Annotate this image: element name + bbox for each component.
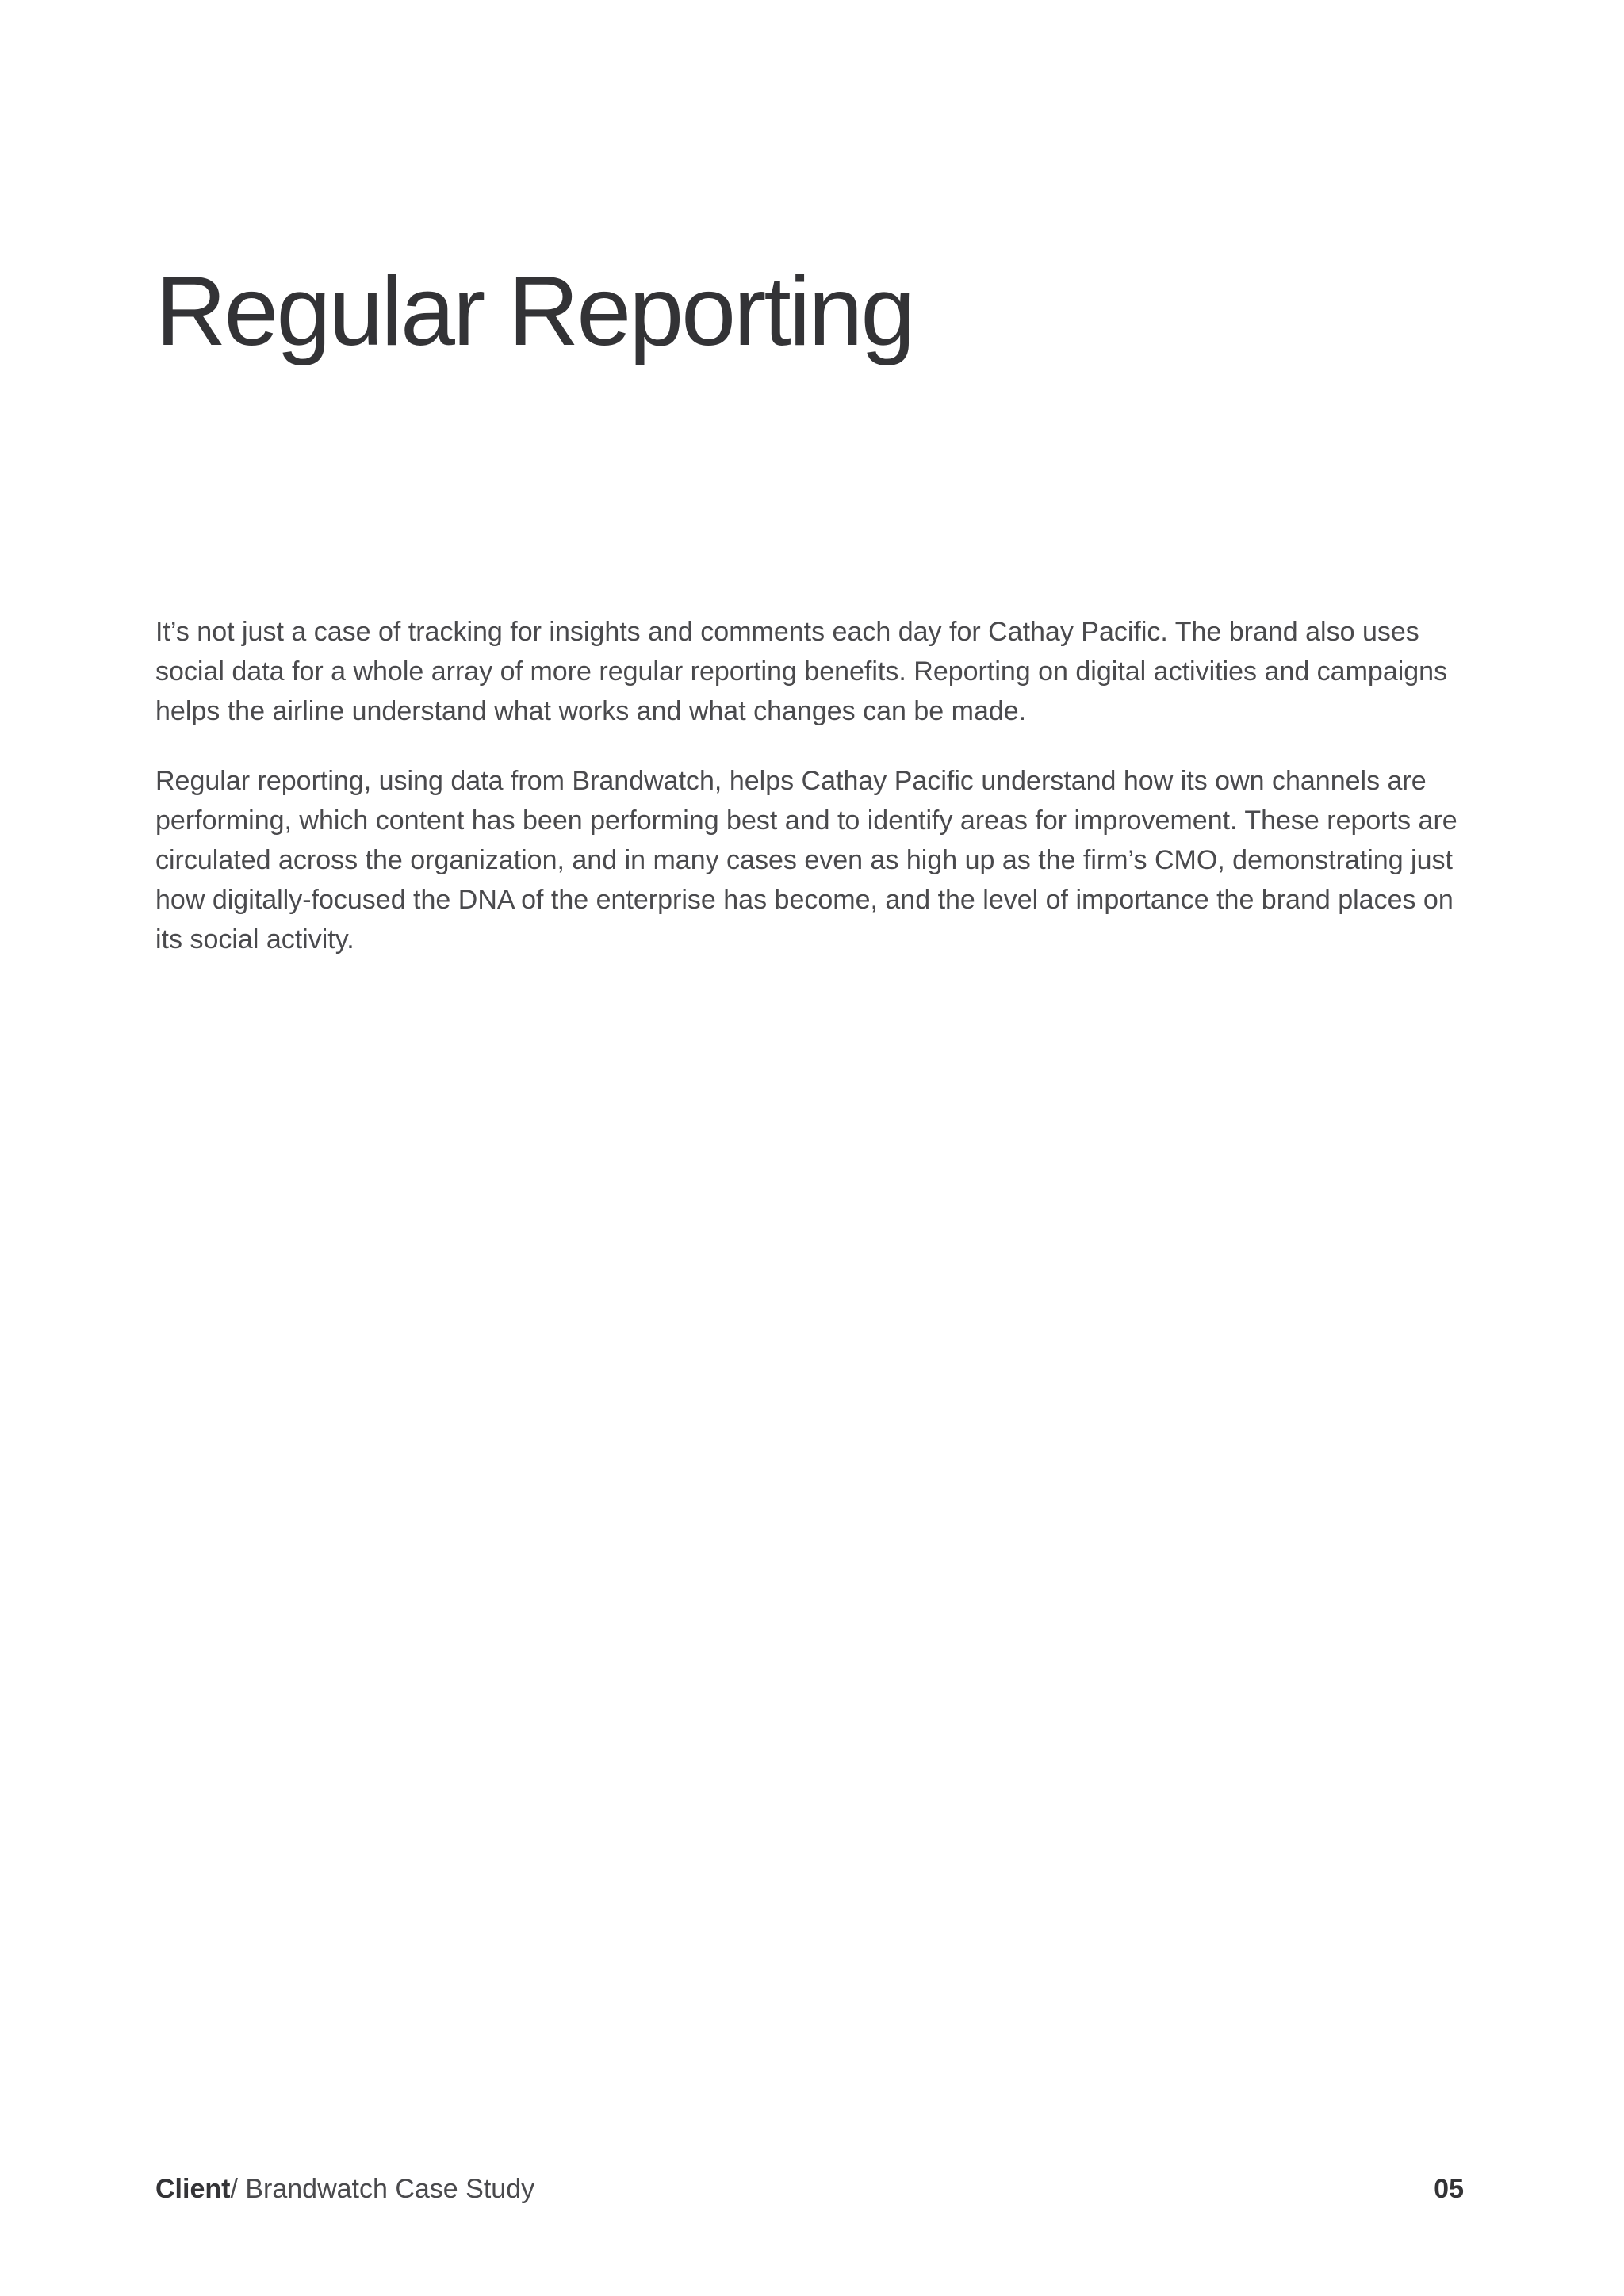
paragraph-1: It’s not just a case of tracking for insights and comments each day for Cathay Pacific. The brand also uses social data for a whole array of more regular reporting benefits. Reporting on digital activities and campaigns helps the airline understand what works and what changes can be made. [155,617,1448,726]
body-text [155,612,1472,989]
paragraph-2: Regular reporting, using data from Brandwatch, helps Cathay Pacific understand how its own channels are performing, which content has been performing best and to identify areas for improvement. These reports are circulated across the organization, and in many cases even as high up as the firm’s CMO, demonstrating just how digitally-focused the DNA of the enterprise has become, and the level of importance the brand places on its social activity. [155,766,1457,955]
page-number: 05 [1434,2174,1464,2204]
footer-publication: / Brandwatch Case Study [230,2174,535,2204]
footer-client-label: Client [155,2174,231,2204]
page-title: Regular Reporting [155,257,914,366]
footer-publication-line [155,2169,534,2209]
page-footer [155,2169,1464,2209]
